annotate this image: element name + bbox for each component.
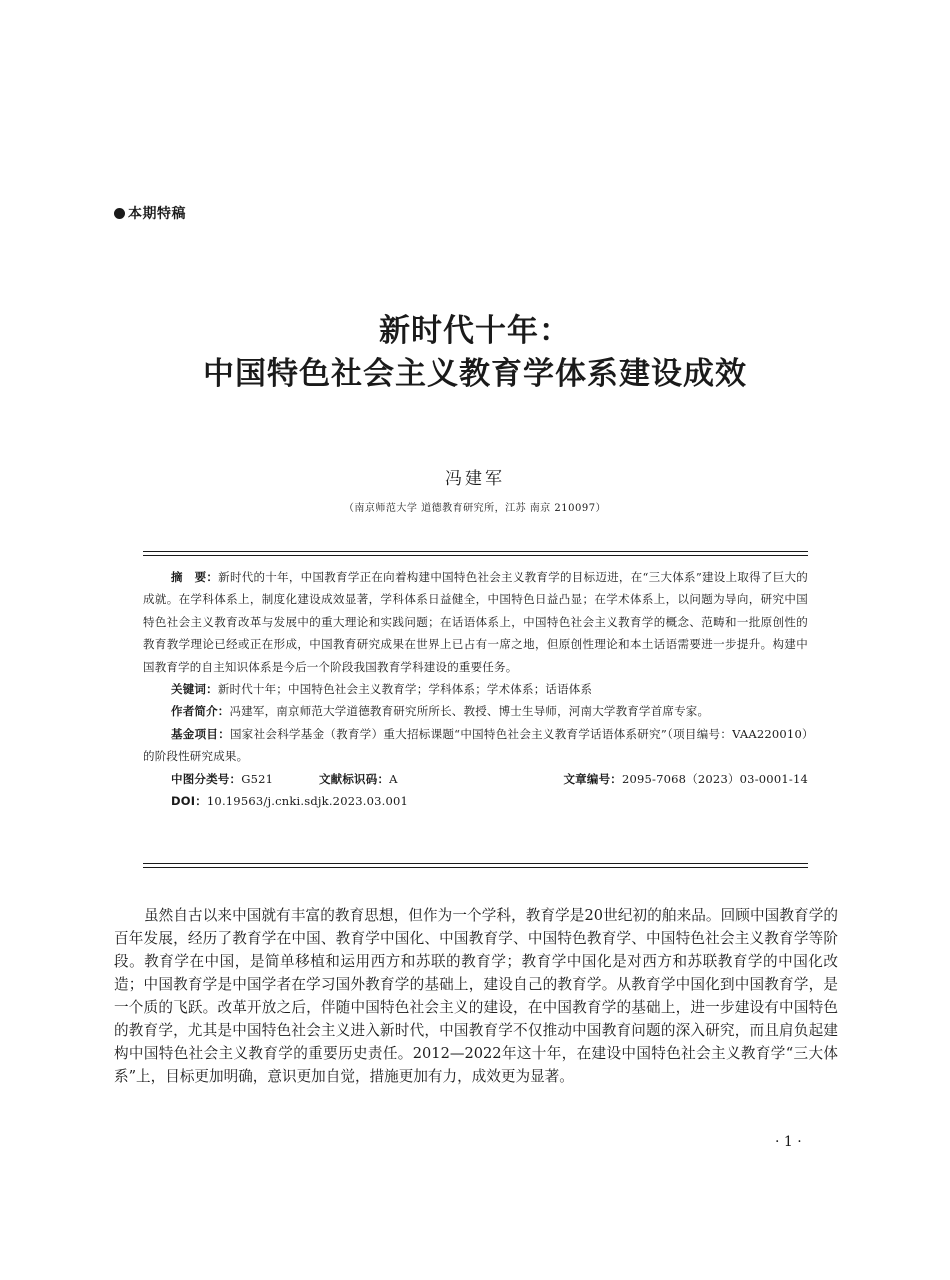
- section-tag: [114, 203, 186, 223]
- article-number-value: 2095-7068（2023）03-0001-14: [621, 771, 808, 786]
- article-number: [563, 768, 808, 790]
- keywords-paragraph: [143, 678, 808, 700]
- bullet-icon: [114, 208, 125, 219]
- bottom-rule-outer: [143, 867, 808, 868]
- keywords-label: 关键词：: [171, 682, 218, 697]
- article-title-line-1: 新时代十年：: [379, 313, 571, 349]
- article-number-label: 文章编号：: [563, 771, 622, 786]
- abstract-label: 摘 要：: [171, 570, 219, 584]
- clc-value: G521: [241, 771, 274, 786]
- abstract-paragraph: [143, 566, 808, 678]
- classification-row: [143, 768, 808, 790]
- author-affiliation: （南京师范大学 道德教育研究所，江苏 南京 210097）: [343, 503, 607, 514]
- author-bio-label: 作者简介：: [171, 704, 230, 719]
- document-code-label: 文献标识码：: [318, 771, 390, 786]
- fund-label: 基金项目：: [171, 726, 230, 741]
- body-text: [114, 904, 838, 1088]
- clc-code: [171, 768, 273, 790]
- doi-label: DOI：: [171, 794, 207, 809]
- fund-paragraph: [143, 723, 808, 768]
- author-name: 冯建军: [445, 469, 505, 489]
- abstract-block: [143, 566, 808, 812]
- author-bio-text: 冯建军，南京师范大学道德教育研究所所长、教授、博士生导师，河南大学教育学首席专家。: [229, 704, 710, 719]
- top-rule-inner: [143, 555, 808, 556]
- doi-value: 10.19563/j.cnki.sdjk.2023.03.001: [206, 794, 409, 809]
- top-rule-outer: [143, 551, 808, 552]
- document-code: [319, 768, 398, 790]
- author-bio-paragraph: [143, 700, 808, 722]
- section-tag-label: 本期特稿: [128, 206, 186, 222]
- body-paragraph: 虽然自古以来中国就有丰富的教育思想，但作为一个学科，教育学是20世纪初的舶来品。回顾中国教育学的百年发展，经历了教育学在中国、教育学中国化、中国教育学、中国特色教育学、中国特色社会主义教育学等阶段。教育学在中国，是简单移植和运用西方和苏联的教育学；教育学中国化是对西方和苏联教育学的中国化改造；中国教育学是中国学者在学习国外教育学的基础上，建设自己的教育学。从教育学中国化到中国教育学，是一个质的飞跃。改革开放之后，伴随中国特色社会主义的建设，在中国教育学的基础上，进一步建设有中国特色的教育学，尤其是中国特色社会主义进入新时代，中国教育学不仅推动中国教育问题的深入研究，而且肩负起建构中国特色社会主义教育学的重要历史责任。2012—2022年这十年，在建设中国特色社会主义教育学“三大体系”上，目标更加明确，意识更加自觉，措施更加有力，成效更为显著。: [114, 907, 838, 1085]
- document-code-value: A: [389, 771, 398, 786]
- fund-text: 国家社会科学基金（教育学）重大招标课题“中国特色社会主义教育学话语体系研究”（项目编号：VAA220010）的阶段性研究成果。: [143, 726, 809, 764]
- keywords-text: 新时代十年；中国特色社会主义教育学；学科体系；学术体系；话语体系: [217, 682, 593, 697]
- page-number: · 1 ·: [775, 1134, 802, 1150]
- doi-paragraph: [143, 790, 808, 812]
- article-title-line-2: 中国特色社会主义教育学体系建设成效: [203, 356, 747, 392]
- bottom-rule-inner: [143, 863, 808, 864]
- abstract-text: 新时代的十年，中国教育学正在向着构建中国特色社会主义教育学的目标迈进，在“三大体系”建设上取得了巨大的成就。在学科体系上，制度化建设成效显著，学科体系日益健全，中国特色日益凸显；在学术体系上，以问题为导向，研究中国特色社会主义教育改革与发展中的重大理论和实践问题；在话语体系上，中国特色社会主义教育学的概念、范畴和一批原创性的教育教学理论已经或正在形成，中国教育研究成果在世界上已占有一席之地，但原创性理论和本土话语需要进一步提升。构建中国教育学的自主知识体系是今后一个阶段我国教育学科建设的重要任务。: [143, 570, 808, 674]
- clc-label: 中图分类号：: [171, 771, 242, 786]
